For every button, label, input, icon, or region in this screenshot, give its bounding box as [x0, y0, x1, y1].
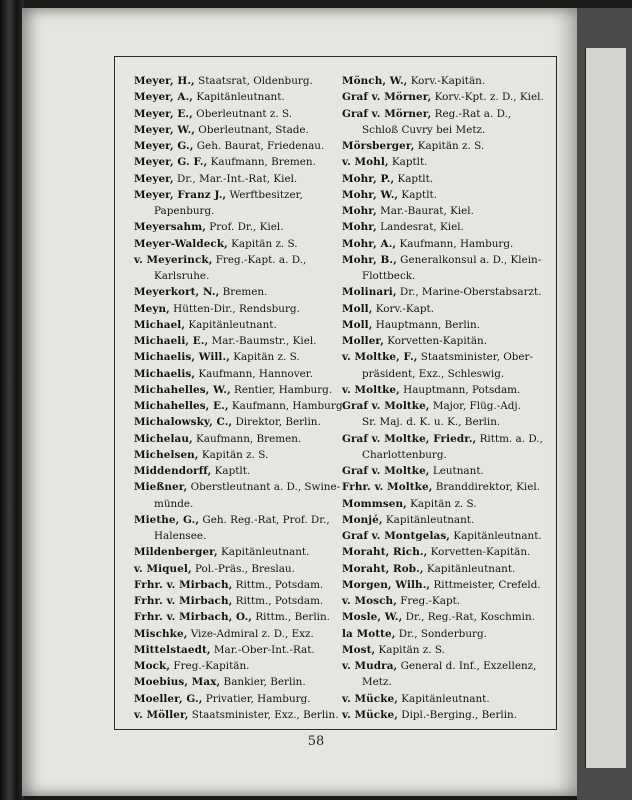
entry-name: Moller,	[342, 335, 384, 347]
facing-page-edge	[577, 8, 632, 800]
directory-entry	[134, 219, 342, 235]
directory-entry	[342, 382, 550, 398]
entry-description: Direktor, Berlin.	[232, 416, 321, 429]
entry-description: Kapitänleutnant.	[217, 546, 310, 559]
entry-description: Dr., Reg.-Rat, Koschmin.	[402, 611, 535, 624]
entry-description: Korv.-Kapt.	[372, 302, 434, 315]
entry-name: Moll,	[342, 318, 373, 331]
entry-name: v. Moltke, F.,	[342, 351, 418, 364]
directory-entry	[134, 171, 342, 187]
directory-entry	[134, 414, 342, 430]
facing-page-paper	[585, 48, 626, 768]
entry-description: Rittm., Potsdam.	[232, 578, 324, 591]
entry-name: Miethe, G.,	[134, 513, 200, 526]
entry-continuation: Halensee.	[154, 530, 207, 542]
entry-continuation: Sr. Maj. d. K. u. K., Berlin.	[362, 416, 501, 429]
entry-name: Moeller, G.,	[134, 692, 203, 705]
directory-entry	[134, 609, 342, 625]
entry-name: Frhr. v. Moltke,	[342, 481, 433, 494]
entry-name: Mießner,	[134, 481, 188, 494]
entry-name: Meyersahm,	[134, 221, 206, 234]
entry-description: Kapitänleutnant.	[185, 318, 277, 331]
entry-name: Mohr,	[342, 205, 377, 217]
directory-entry	[134, 691, 342, 707]
directory-entry	[342, 219, 550, 235]
directory-entry	[134, 674, 342, 690]
entry-name: Moebius, Max,	[134, 676, 221, 689]
entry-name: Michelsen,	[134, 448, 199, 461]
directory-entry	[342, 463, 550, 479]
directory-entry	[342, 528, 550, 544]
directory-entry	[134, 382, 342, 398]
directory-entry	[134, 463, 342, 479]
directory-entry	[342, 187, 550, 203]
entry-name: Michahelles, E.,	[134, 400, 229, 412]
directory-entry	[342, 284, 550, 300]
entry-description: Dr., Mar.-Int.-Rat, Kiel.	[173, 172, 298, 185]
book-spine	[0, 0, 24, 800]
entry-description: Freg.-Kapt. a. D.,	[212, 253, 307, 266]
directory-entry	[342, 544, 550, 560]
entry-name: Michael,	[134, 318, 186, 331]
entry-description: Leutnant.	[429, 465, 484, 477]
entry-description: Korv.-Kapitän.	[407, 75, 486, 87]
entry-name: Mohr, W.,	[342, 188, 399, 201]
entry-description: Oberleutnant z. S.	[192, 107, 292, 120]
entry-description: Kapitän z. S.	[198, 448, 269, 461]
directory-entry	[134, 447, 342, 463]
entry-description: Dipl.-Berging., Berlin.	[397, 708, 518, 721]
entry-description: Prof. Dr., Kiel.	[205, 221, 284, 234]
entry-name: Mohr, P.,	[342, 172, 395, 185]
directory-entry	[342, 154, 550, 170]
directory-entry	[342, 626, 550, 642]
entry-description: Rittm., Berlin.	[252, 611, 330, 624]
entry-description: Rittmeister, Crefeld.	[430, 578, 541, 591]
entry-description: Kaptlt.	[398, 188, 438, 201]
directory-entry	[134, 349, 342, 365]
directory-entry	[342, 333, 550, 349]
entry-name: Meyer, G.,	[134, 140, 194, 152]
directory-entry	[342, 479, 550, 495]
entry-name: Michaeli, E.,	[134, 335, 209, 347]
entry-name: v. Mudra,	[342, 660, 398, 672]
entry-description: Kapitän z. S.	[375, 643, 445, 656]
entry-continuation: Charlottenburg.	[362, 448, 447, 461]
entry-description: Oberleutnant, Stade.	[195, 123, 309, 136]
entry-description: Kaufmann, Bremen.	[207, 156, 316, 169]
entry-continuation: präsident, Exz., Schleswig.	[362, 367, 505, 380]
entry-name: Graf v. Moltke, Friedr.,	[342, 432, 477, 445]
directory-entry	[342, 642, 550, 658]
right-column	[342, 73, 550, 723]
entry-description: Vize-Admiral z. D., Exz.	[187, 627, 314, 640]
entry-name: v. Miquel,	[134, 562, 192, 575]
directory-entry	[342, 89, 550, 105]
directory-entry	[134, 512, 342, 528]
entry-continuation: Karlsruhe.	[154, 270, 210, 282]
entry-description: Kapitän z. S.	[229, 351, 300, 364]
directory-entry	[342, 349, 550, 365]
entry-name: Meyer, E.,	[134, 107, 193, 120]
entry-name: Meyer-Waldeck,	[134, 237, 228, 250]
directory-entry	[342, 691, 550, 707]
directory-entry	[342, 398, 550, 414]
entry-name: Meyer, A.,	[134, 91, 194, 104]
entry-name: Mittelstaedt,	[134, 643, 211, 656]
entry-name: Michaelis,	[134, 367, 196, 380]
directory-entry	[134, 642, 342, 658]
entry-name: Graf v. Moltke,	[342, 465, 430, 477]
entry-name: v. Mücke,	[342, 708, 398, 721]
entry-name: Mildenberger,	[134, 546, 218, 559]
entry-name: v. Möller,	[134, 708, 189, 721]
entry-description: Kapitänleutnant.	[382, 513, 475, 526]
directory-entry	[134, 431, 342, 447]
entry-description: Hauptmann, Potsdam.	[399, 383, 521, 396]
directory-entry	[342, 593, 550, 609]
directory-entry	[134, 154, 342, 170]
entry-description: Reg.-Rat a. D.,	[431, 107, 512, 120]
entry-description: Bremen.	[219, 286, 268, 299]
directory-entry	[342, 301, 550, 317]
entry-name: Graf v. Mörner,	[342, 91, 432, 104]
entry-name: Michahelles, W.,	[134, 383, 231, 396]
directory-entry	[134, 593, 342, 609]
directory-entry	[342, 138, 550, 154]
entry-name: Middendorff,	[134, 465, 212, 477]
entry-description: Staatsrat, Oldenburg.	[194, 75, 313, 87]
entry-name: Michaelis, Will.,	[134, 351, 230, 364]
entry-continuation: Papenburg.	[154, 205, 215, 217]
entry-description: Dr., Sonderburg.	[395, 627, 487, 640]
directory-entry	[342, 236, 550, 252]
entry-name: Michalowsky, C.,	[134, 416, 233, 429]
entry-name: Frhr. v. Mirbach,	[134, 578, 233, 591]
entry-name: Frhr. v. Mirbach, O.,	[134, 611, 253, 624]
directory-entry	[134, 544, 342, 560]
entry-name: Moraht, Rob.,	[342, 562, 424, 575]
entry-description: Korv.-Kpt. z. D., Kiel.	[431, 91, 544, 104]
entry-name: v. Mücke,	[342, 692, 398, 705]
directory-entry	[134, 398, 346, 414]
directory-entry	[134, 366, 342, 382]
entry-description: Werftbesitzer,	[226, 188, 303, 201]
entry-description: Kaptlt.	[394, 172, 434, 185]
directory-entry	[134, 138, 342, 154]
entry-continuation: Schloß Cuvry bei Metz.	[362, 123, 486, 136]
entry-description: Rittm. a. D.,	[476, 432, 543, 445]
entry-name: Graf v. Mörner,	[342, 107, 432, 120]
directory-entry	[342, 171, 550, 187]
entry-description: Oberstleutnant a. D., Swine-	[187, 481, 341, 494]
entry-description: Kapitän z. S.	[406, 497, 477, 510]
entry-description: Privatier, Hamburg.	[202, 692, 311, 705]
directory-entry	[134, 106, 342, 122]
entry-name: Molinari,	[342, 286, 397, 299]
entry-name: Moll,	[342, 302, 373, 315]
directory-entry	[342, 609, 550, 625]
directory-entry	[134, 577, 342, 593]
entry-continuation: Flottbeck.	[362, 270, 416, 282]
directory-entry	[342, 512, 550, 528]
entry-description: Pol.-Präs., Breslau.	[191, 562, 295, 575]
entry-name: Meyer, G. F.,	[134, 156, 208, 169]
entry-name: Mischke,	[134, 627, 188, 640]
directory-entry	[342, 658, 550, 674]
entry-description: Freg.-Kapt.	[396, 595, 461, 607]
directory-entry	[342, 73, 550, 89]
directory-entry	[342, 496, 550, 512]
entry-description: Generalkonsul a. D., Klein-	[396, 253, 542, 266]
entry-description: Kaufmann, Hamburg.	[396, 237, 514, 250]
entry-description: Kaufmann, Bremen.	[192, 432, 302, 445]
entry-description: General d. Inf., Exzellenz,	[397, 660, 537, 672]
entry-name: Meyer, H.,	[134, 75, 195, 87]
entry-name: Most,	[342, 643, 376, 656]
entry-name: Moraht, Rich.,	[342, 546, 428, 559]
directory-entry	[134, 626, 342, 642]
entry-description: Dr., Marine-Oberstabsarzt.	[396, 286, 542, 299]
entry-description: Kaufmann, Hannover.	[195, 367, 313, 380]
page-number: 58	[307, 734, 325, 749]
entry-name: Michelau,	[134, 432, 193, 445]
entry-name: Graf v. Montgelas,	[342, 530, 451, 542]
entry-name: Meyerkort, N.,	[134, 286, 220, 299]
entry-name: Mosle, W.,	[342, 611, 403, 624]
entry-continuation: münde.	[154, 497, 194, 510]
entry-description: Kapitänleutnant.	[193, 91, 285, 104]
entry-name: Graf v. Moltke,	[342, 400, 430, 412]
entry-name: Mohr, A.,	[342, 237, 397, 250]
directory-entry	[134, 479, 342, 495]
entry-name: v. Meyerinck,	[134, 253, 213, 266]
directory-entry	[134, 252, 342, 268]
entry-description: Rentier, Hamburg.	[230, 383, 333, 396]
entry-name: Meyn,	[134, 302, 170, 315]
directory-entry	[134, 122, 342, 138]
entry-name: Meyer, Franz J.,	[134, 188, 227, 201]
directory-entry	[342, 203, 550, 219]
directory-entry	[134, 73, 342, 89]
entry-name: v. Mosch,	[342, 595, 397, 607]
entry-description: Mar.-Baurat, Kiel.	[376, 205, 474, 217]
entry-name: Meyer, W.,	[134, 123, 195, 136]
entry-description: Rittm., Potsdam.	[232, 595, 324, 607]
directory-entry	[134, 284, 342, 300]
entry-description: Kapitänleutnant.	[397, 692, 490, 705]
entry-description: Hauptmann, Berlin.	[372, 318, 480, 331]
entry-name: Mommsen,	[342, 497, 407, 510]
directory-entry	[134, 561, 342, 577]
entry-description: Kapitän z. S.	[414, 140, 485, 152]
entry-name: Morgen, Wilh.,	[342, 578, 431, 591]
entry-name: la Motte,	[342, 627, 396, 640]
entry-description: Bankier, Berlin.	[220, 676, 306, 689]
directory-entry	[342, 252, 550, 268]
entry-description: Korvetten-Kapitän.	[427, 546, 531, 559]
directory-entry	[342, 106, 550, 122]
entry-description: Landesrat, Kiel.	[376, 221, 464, 234]
entry-continuation: Metz.	[362, 676, 392, 689]
entry-name: Mönch, W.,	[342, 75, 408, 87]
entry-description: Kapitänleutnant.	[450, 530, 542, 542]
entry-name: Mock,	[134, 660, 171, 672]
entry-description: Hütten-Dir., Rendsburg.	[169, 302, 300, 315]
left-column	[134, 73, 346, 723]
entry-description: Freg.-Kapitän.	[170, 660, 250, 672]
entry-description: Staatsminister, Ober-	[417, 351, 533, 364]
entry-description: Mar.-Ober-Int.-Rat.	[210, 643, 315, 656]
entry-description: Kaptlt.	[211, 465, 251, 477]
directory-entry	[134, 707, 342, 723]
directory-entry	[342, 431, 550, 447]
entry-description: Kaptlt.	[388, 156, 428, 169]
entry-name: Frhr. v. Mirbach,	[134, 595, 233, 607]
entry-name: v. Mohl,	[342, 156, 389, 169]
directory-entry	[342, 707, 550, 723]
entry-description: Kapitän z. S.	[227, 237, 298, 250]
directory-entry	[134, 89, 342, 105]
entry-description: Kaufmann, Hamburg.	[228, 400, 346, 412]
directory-entry	[134, 187, 342, 203]
entry-name: v. Moltke,	[342, 383, 400, 396]
directory-entry	[134, 317, 342, 333]
directory-entry	[134, 301, 342, 317]
entry-description: Korvetten-Kapitän.	[383, 335, 488, 347]
directory-entry	[342, 317, 550, 333]
entry-description: Staatsminister, Exz., Berlin.	[188, 708, 339, 721]
directory-entry	[134, 658, 342, 674]
entry-description: Kapitänleutnant.	[423, 562, 516, 575]
entry-description: Geh. Baurat, Friedenau.	[193, 140, 325, 152]
directory-entry	[134, 236, 342, 252]
entry-name: Mohr, B.,	[342, 253, 397, 266]
entry-description: Mar.-Baumstr., Kiel.	[208, 335, 317, 347]
entry-description: Geh. Reg.-Rat, Prof. Dr.,	[199, 513, 330, 526]
entry-name: Mörsberger,	[342, 140, 415, 152]
directory-entry	[342, 577, 550, 593]
entry-description: Major, Flüg.-Adj.	[429, 400, 521, 412]
directory-entry	[134, 333, 342, 349]
entry-name: Monjé,	[342, 513, 383, 526]
directory-entry	[342, 561, 550, 577]
entry-name: Mohr,	[342, 221, 377, 234]
entry-description: Branddirektor, Kiel.	[432, 481, 540, 494]
entry-name: Meyer,	[134, 172, 174, 185]
